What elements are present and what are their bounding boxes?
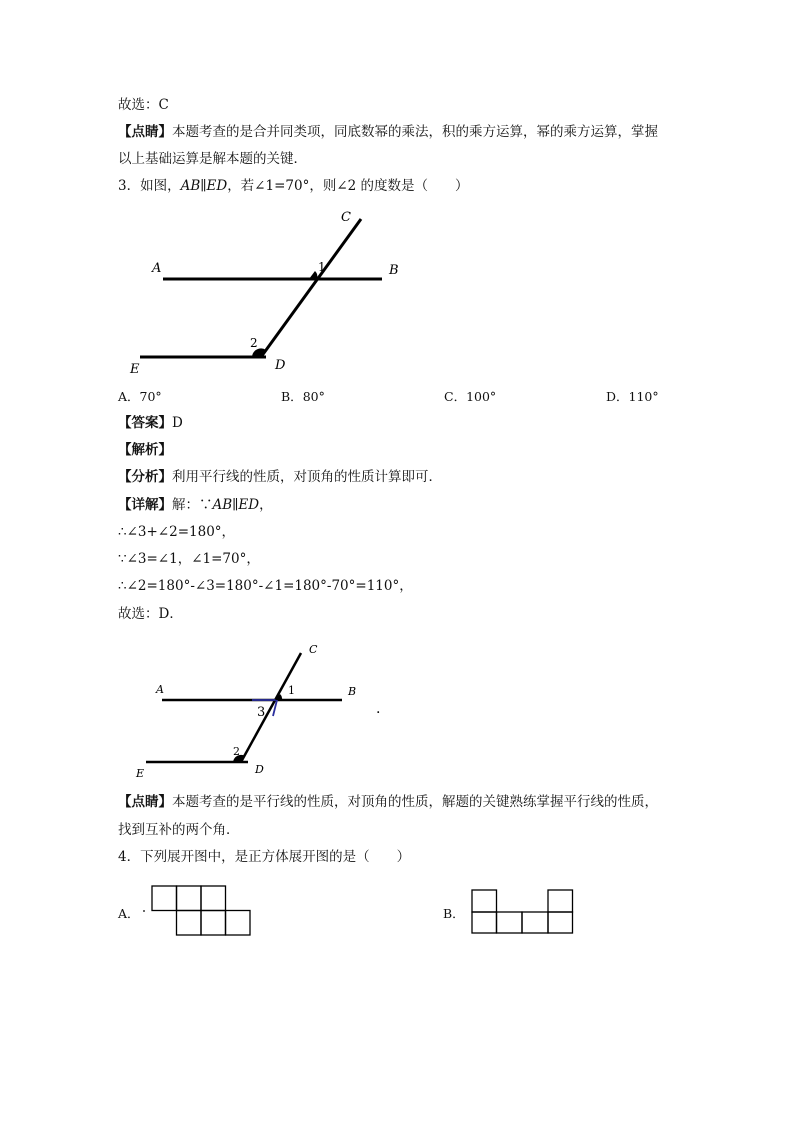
q4-net-b [470, 888, 576, 936]
q3-solution-figure [118, 636, 398, 786]
tip-2-tag: 【点睛】 [118, 794, 172, 810]
label-a-2: A [156, 683, 164, 696]
label-c-2: C [309, 643, 318, 656]
q3-options [118, 387, 678, 405]
q4-option-b-label[interactable]: B． [443, 906, 465, 921]
q4-stem [118, 848, 410, 866]
option-c-letter: C． [444, 389, 467, 404]
answer-tag: 【答案】 [118, 415, 172, 431]
label-d: D [275, 358, 286, 373]
step-1: ∴∠3+∠2=180°， [118, 524, 236, 540]
step-2: ∵∠3=∠1，∠1=70°， [118, 551, 260, 567]
option-a-value: 70° [139, 389, 162, 404]
detail-tag: 【详解】 [118, 497, 172, 513]
net-b-bottom-2 [497, 912, 523, 933]
tip-2-text-1: 本题考查的是平行线的性质，对顶角的性质，解题的关键熟练掌握平行线的性质， [172, 794, 658, 810]
tip-1-line-1 [118, 123, 658, 141]
label-e: E [130, 362, 140, 377]
net-b-top-left [472, 890, 497, 912]
step-3: ∴∠2=180°-∠3=180°-∠1=180°-70°=110°， [118, 578, 413, 594]
tip-2-line-1 [118, 793, 658, 811]
option-b-letter: B． [281, 389, 303, 404]
tip-1-tag: 【点睛】 [118, 124, 172, 140]
net-b-top-right [548, 890, 573, 912]
q3-stem [118, 177, 469, 195]
answer-value: D [172, 415, 183, 431]
q3-option-d[interactable] [606, 387, 659, 405]
detail-line [118, 496, 273, 514]
q4-net-a [140, 885, 255, 937]
line-cd-2 [241, 653, 301, 762]
tip-1-text-1: 本题考查的是合并同类项，同底数幂的乘法，积的乘方运算，幂的乘方运算，掌握 [172, 124, 658, 140]
angle-2-label: 2 [250, 336, 258, 350]
q3-figure [118, 205, 418, 380]
q3-option-a[interactable] [118, 387, 162, 405]
net-a-top-1 [152, 886, 177, 911]
option-d-value: 110° [628, 389, 659, 404]
tip-1-line-2: 以上基础运算是解本题的关键． [118, 151, 307, 167]
conclusion: 故选：D． [118, 606, 183, 622]
label-c: C [341, 210, 351, 225]
tip-2-line-2: 找到互补的两个角． [118, 822, 240, 838]
net-a-top-3 [201, 886, 226, 911]
label-a: A [152, 261, 162, 276]
detail-text-b: ， [259, 497, 273, 513]
q3-ab-ed: AB∥ED [180, 178, 228, 194]
analysis-tag: 【解析】 [118, 442, 172, 458]
net-a-bottom-1 [177, 911, 202, 936]
line-cd [261, 219, 361, 357]
q3-answer-line [118, 414, 183, 432]
option-d-letter: D． [606, 389, 629, 404]
detail-text-a: 解：∵ [172, 497, 213, 513]
figure-period: . [376, 701, 381, 717]
fenxi-line [118, 468, 442, 486]
previous-answer: 故选：C [118, 97, 169, 113]
net-b-bottom-1 [472, 912, 497, 933]
net-a-top-2 [177, 886, 202, 911]
angle-2-label-2: 2 [233, 745, 240, 758]
detail-ab-ed: AB∥ED [212, 497, 260, 513]
q3-option-b[interactable] [281, 387, 325, 405]
stray-dot [143, 910, 145, 912]
q3-text-b: ，若∠1=70°，则∠2 的度数是（ ） [227, 178, 469, 194]
label-b-2: B [348, 685, 357, 698]
net-a-bottom-3 [226, 911, 251, 936]
q3-option-c[interactable] [444, 387, 496, 405]
angle-1-label: 1 [318, 260, 326, 274]
fenxi-tag: 【分析】 [118, 469, 172, 485]
net-b-bottom-4 [548, 912, 573, 933]
label-b: B [389, 263, 399, 278]
q3-number: 3． [118, 178, 141, 194]
fenxi-text: 利用平行线的性质，对顶角的性质计算即可． [172, 469, 442, 485]
option-b-value: 80° [302, 389, 325, 404]
label-e-2: E [136, 767, 145, 780]
q4-text: 下列展开图中，是正方体展开图的是（ ） [140, 849, 411, 865]
angle-3-label: 3 [257, 705, 266, 720]
q4-option-a-label[interactable]: A． [118, 906, 140, 921]
net-b-bottom-3 [522, 912, 548, 933]
angle-1-mark [309, 271, 317, 279]
net-a-bottom-2 [201, 911, 226, 936]
angle-1-label-2: 1 [288, 684, 295, 697]
option-c-value: 100° [466, 389, 497, 404]
q3-text-a: 如图， [140, 178, 181, 194]
q4-number: 4． [118, 849, 141, 865]
option-a-letter: A． [118, 389, 140, 404]
label-d-2: D [255, 763, 264, 776]
